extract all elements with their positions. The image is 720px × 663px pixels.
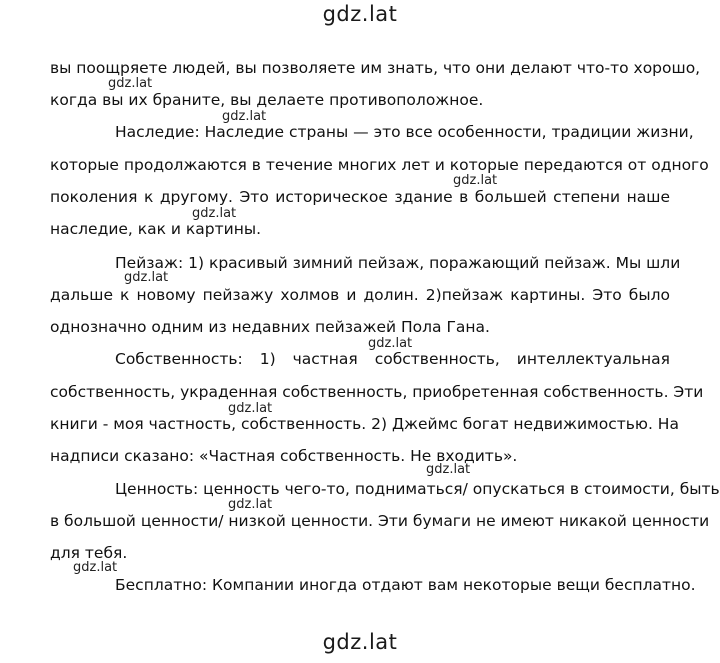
paragraph-value: Ценность: ценность чего-то, подниматься/ опускаться в стоимости, быть — [115, 480, 720, 498]
header-watermark: gdz.lat — [322, 2, 398, 26]
text-line: когда вы их браните, вы делаете противоположное. — [50, 91, 484, 109]
inline-watermark: gdz.lat — [108, 76, 153, 91]
text-line: дальше к новому пейзажу холмов и долин. 2)пейзаж картины. Это было — [50, 286, 670, 304]
text-line: вы поощряете людей, вы позволяете им знать, что они делают что-то хорошо, — [50, 59, 701, 77]
text-line: в большой ценности/ низкой ценности. Эти бумаги не имеют никакой ценности — [50, 512, 710, 530]
text-line: для тебя. — [50, 544, 128, 562]
inline-watermark: gdz.lat — [368, 336, 413, 351]
paragraph-free: Бесплатно: Компании иногда отдают вам некоторые вещи бесплатно. — [115, 576, 696, 594]
text-line: наследие, как и картины. — [50, 220, 262, 238]
text-line: которые продолжаются в течение многих лет и которые передаются от одного — [50, 156, 709, 174]
footer-watermark: gdz.lat — [322, 630, 398, 654]
paragraph-property: Собственность: 1) частная собственность, интеллектуальная — [115, 350, 670, 368]
inline-watermark: gdz.lat — [192, 206, 237, 221]
text-line: собственность, украденная собственность, приобретенная собственность. Эти — [50, 383, 704, 401]
text-line: книги - моя частность, собственность. 2) Джеймс богат недвижимостью. На — [50, 415, 679, 433]
text-line: однозначно одним из недавних пейзажей Пола Гана. — [50, 318, 490, 336]
inline-watermark: gdz.lat — [73, 560, 118, 575]
inline-watermark: gdz.lat — [228, 401, 273, 416]
text-line: надписи сказано: «Частная собственность. Не входить». — [50, 447, 518, 465]
paragraph-heritage: Наследие: Наследие страны — это все особенности, традиции жизни, — [115, 123, 694, 141]
inline-watermark: gdz.lat — [124, 270, 169, 285]
inline-watermark: gdz.lat — [453, 173, 498, 188]
text-line: поколения к другому. Это историческое здание в большей степени наше — [50, 188, 670, 206]
inline-watermark: gdz.lat — [426, 462, 471, 477]
inline-watermark: gdz.lat — [222, 109, 267, 124]
inline-watermark: gdz.lat — [228, 497, 273, 512]
paragraph-landscape: Пейзаж: 1) красивый зимний пейзаж, поражающий пейзаж. Мы шли — [115, 254, 681, 272]
